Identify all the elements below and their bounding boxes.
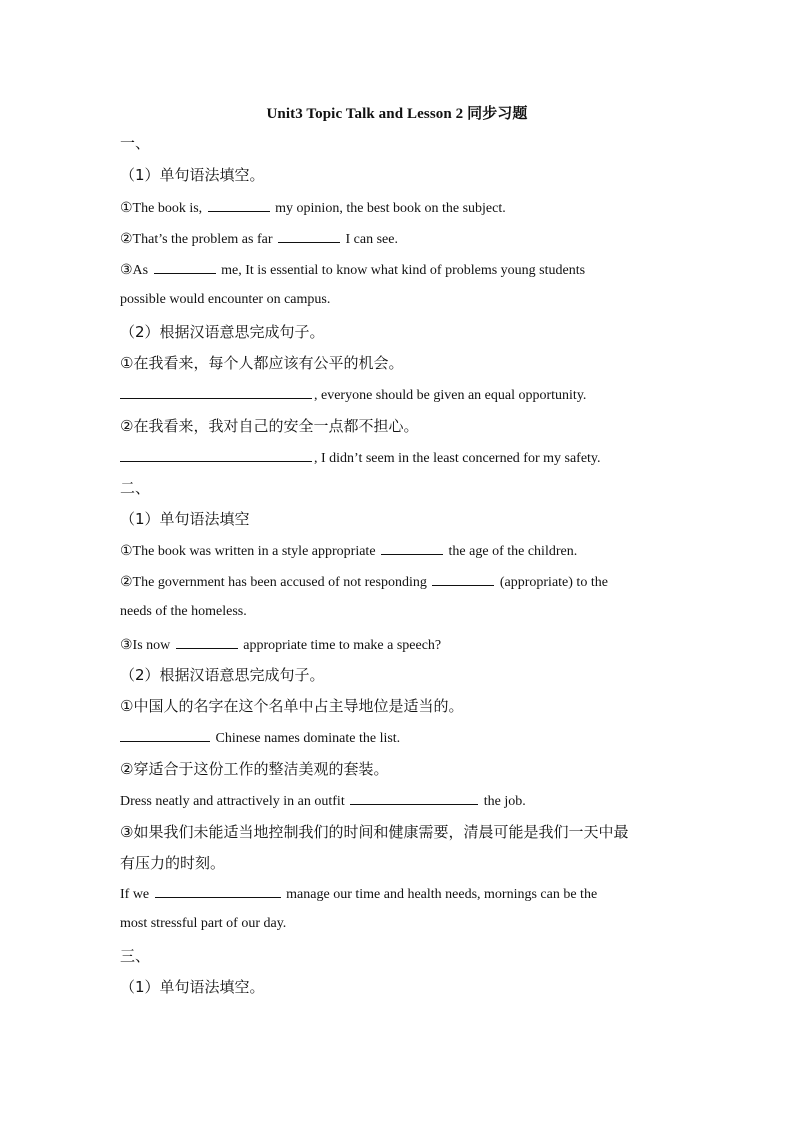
s2-t1-blank[interactable] <box>120 728 210 742</box>
s2-q2-text-b: (appropriate) to the <box>499 575 608 590</box>
s1-t2-text: , I didn’t seem in the least concerned for my safety. <box>314 451 601 466</box>
s2-question-2 <box>120 572 608 591</box>
section-1-part-2-label: （2）根据汉语意思完成句子。 <box>120 323 325 341</box>
s1-question-3 <box>120 260 585 279</box>
s1-q3-blank[interactable] <box>154 260 216 274</box>
s2-t3-text-a: If we <box>120 887 150 902</box>
s1-translation-2-chinese: ②在我看来，我对自己的安全一点都不担心。 <box>120 417 419 435</box>
s2-t1-text: Chinese names dominate the list. <box>215 731 401 746</box>
s1-question-1 <box>120 198 506 217</box>
s1-translation-2-english <box>120 448 601 467</box>
s2-translation-2-chinese: ②穿适合于这份工作的整洁美观的套装。 <box>120 760 389 778</box>
s2-translation-1-english <box>120 728 400 747</box>
s2-q3-blank[interactable] <box>176 635 238 649</box>
s2-translation-3-english <box>120 884 597 903</box>
s2-q1-text-b: the age of the children. <box>448 544 578 559</box>
s1-q2-text-a: ②That’s the problem as far <box>120 232 273 247</box>
s2-q1-text-a: ①The book was written in a style appropriate <box>120 544 376 559</box>
s2-q1-blank[interactable] <box>381 541 443 555</box>
s1-q1-text-a: ①The book is, <box>120 201 203 216</box>
section-2-part-1-label: （1）单句语法填空 <box>120 510 250 528</box>
s1-q3-text-b: me, It is essential to know what kind of problems young students <box>221 263 586 278</box>
s1-question-2 <box>120 229 398 248</box>
s1-translation-1-english <box>120 385 586 404</box>
section-3-heading: 三、 <box>120 947 151 965</box>
s1-q1-blank[interactable] <box>208 198 270 212</box>
page-title: Unit3 Topic Talk and Lesson 2 同步习题 <box>266 106 528 122</box>
s2-t3-text-b: manage our time and health needs, mornings can be the <box>286 887 598 902</box>
section-2-heading: 二、 <box>120 479 151 497</box>
s1-t1-blank[interactable] <box>120 385 312 399</box>
section-1-heading: 一、 <box>120 134 151 152</box>
s1-q3-continuation: possible would encounter on campus. <box>120 292 331 307</box>
s1-q1-text-b: my opinion, the best book on the subject. <box>275 201 506 216</box>
s2-q2-continuation: needs of the homeless. <box>120 604 247 619</box>
s2-q3-text-a: ③Is now <box>120 638 171 653</box>
s2-q2-text-a: ②The government has been accused of not responding <box>120 575 427 590</box>
s1-q3-text-a: ③As <box>120 263 149 278</box>
s2-q2-blank[interactable] <box>432 572 494 586</box>
s1-q2-blank[interactable] <box>278 229 340 243</box>
s2-translation-3-chinese-a: ③如果我们未能适当地控制我们的时间和健康需要，清晨可能是我们一天中最 <box>120 823 629 841</box>
s2-q3-text-b: appropriate time to make a speech? <box>243 638 442 653</box>
s2-translation-2-english <box>120 791 526 810</box>
s1-t2-blank[interactable] <box>120 448 312 462</box>
s2-question-1 <box>120 541 577 560</box>
s2-translation-3-chinese-b: 有压力的时刻。 <box>120 854 226 872</box>
s2-t3-continuation: most stressful part of our day. <box>120 916 287 931</box>
s2-t3-blank[interactable] <box>155 884 281 898</box>
s2-question-3 <box>120 635 441 654</box>
s2-t2-text-a: Dress neatly and attractively in an outfit <box>120 794 345 809</box>
section-1-part-1-label: （1）单句语法填空。 <box>120 166 265 184</box>
s2-t2-text-b: the job. <box>483 794 526 809</box>
s1-t1-text: , everyone should be given an equal opportunity. <box>314 388 587 403</box>
s1-q2-text-b: I can see. <box>345 232 398 247</box>
section-2-part-2-label: （2）根据汉语意思完成句子。 <box>120 666 325 684</box>
s1-translation-1-chinese: ①在我看来，每个人都应该有公平的机会。 <box>120 354 404 372</box>
section-3-part-1-label: （1）单句语法填空。 <box>120 978 265 996</box>
s2-t2-blank[interactable] <box>350 791 478 805</box>
s2-translation-1-chinese: ①中国人的名字在这个名单中占主导地位是适当的。 <box>120 697 464 715</box>
